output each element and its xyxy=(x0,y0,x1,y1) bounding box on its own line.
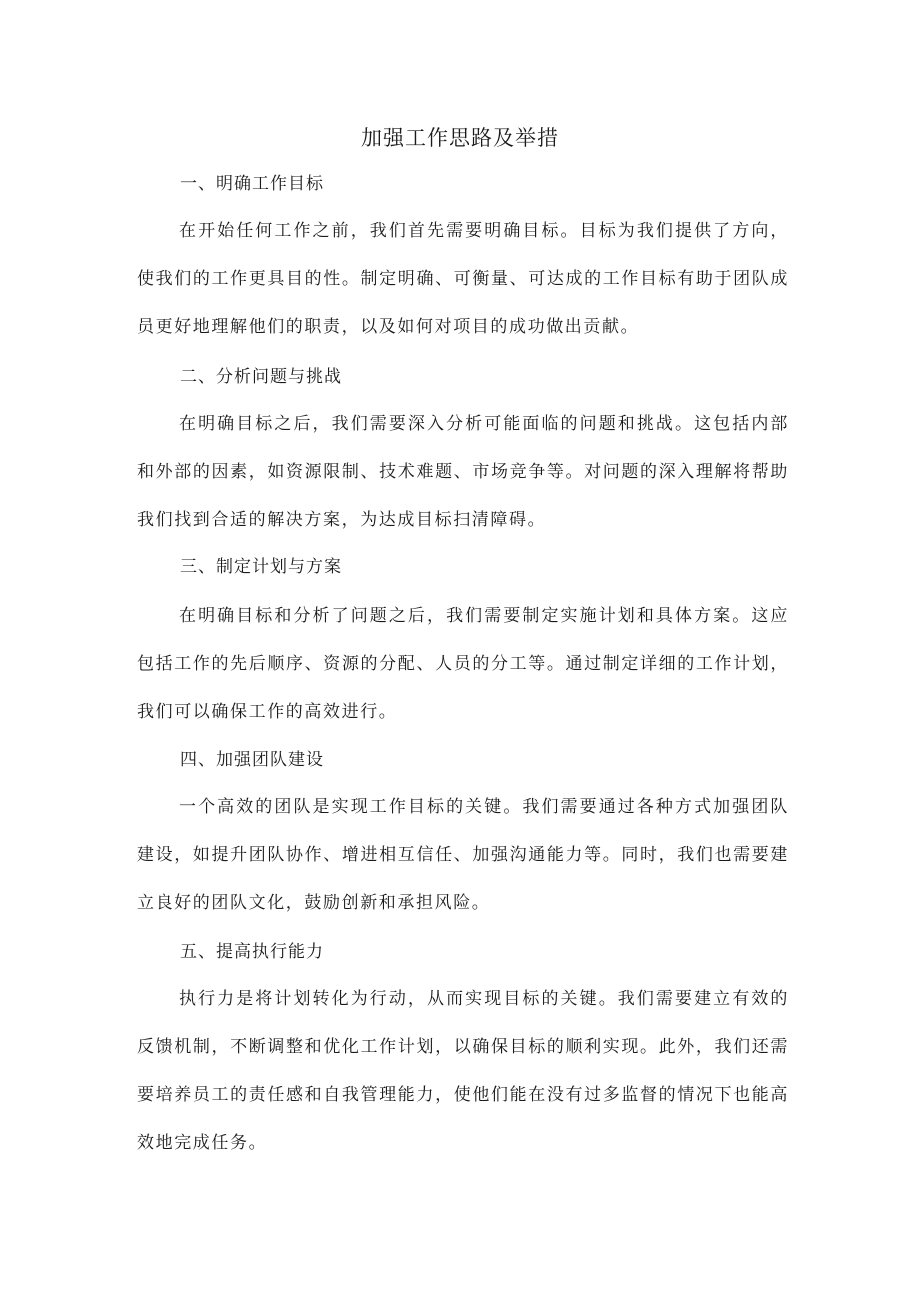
document-title: 加强工作思路及举措 xyxy=(361,126,559,150)
section-heading-2: 二、分析问题与挑战 xyxy=(180,367,342,387)
section-body-2: 在明确目标之后，我们需要深入分析可能面临的问题和挑战。这包括内部和外部的因素，如资源限制、技术难题、市场竞争等。对问题的深入理解将帮助我们找到合适的解决方案，为达成目标扫清障碍。 xyxy=(137,414,789,530)
section-heading-3: 三、制定计划与方案 xyxy=(180,557,342,577)
section-heading-4: 四、加强团队建设 xyxy=(180,750,324,770)
section-body-5: 执行力是将计划转化为行动，从而实现目标的关键。我们需要建立有效的反馈机制，不断调整和优化工作计划，以确保目标的顺利实现。此外，我们还需要培养员工的责任感和自我管理能力，使他们能在没有过多监督的情况下也能高效地完成任务。 xyxy=(137,989,789,1153)
section-body-3: 在明确目标和分析了问题之后，我们需要制定实施计划和具体方案。这应包括工作的先后顺序、资源的分配、人员的分工等。通过制定详细的工作计划，我们可以确保工作的高效进行。 xyxy=(137,606,789,722)
section-body-4: 一个高效的团队是实现工作目标的关键。我们需要通过各种方式加强团队建设，如提升团队协作、增进相互信任、加强沟通能力等。同时，我们也需要建立良好的团队文化，鼓励创新和承担风险。 xyxy=(137,797,789,913)
section-heading-1: 一、明确工作目标 xyxy=(180,174,324,194)
section-heading-5: 五、提高执行能力 xyxy=(180,942,324,962)
section-body-1: 在开始任何工作之前，我们首先需要明确目标。目标为我们提供了方向，使我们的工作更具目的性。制定明确、可衡量、可达成的工作目标有助于团队成员更好地理解他们的职责，以及如何对项目的成功做出贡献。 xyxy=(137,221,789,337)
